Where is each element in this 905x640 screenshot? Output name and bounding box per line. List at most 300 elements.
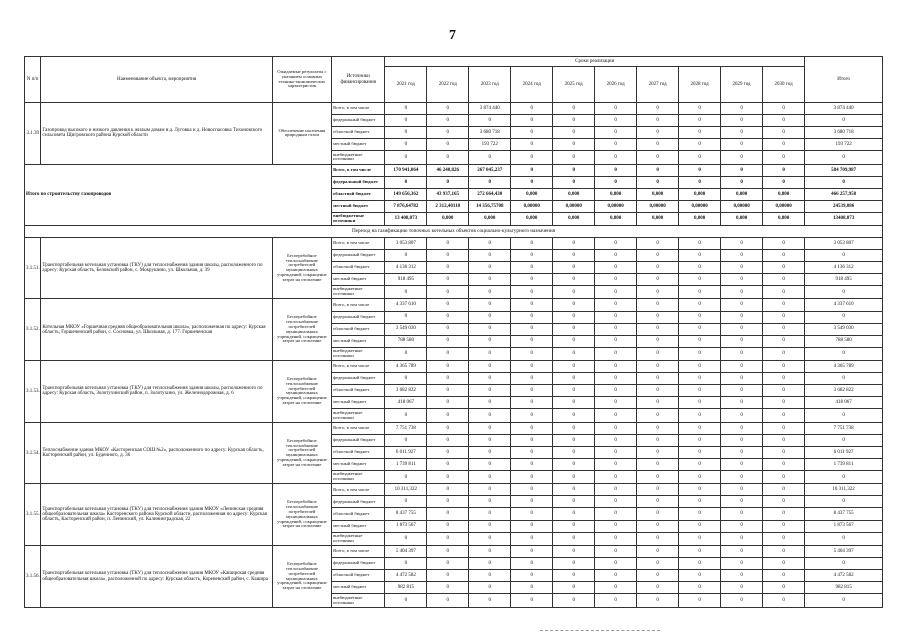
year-value: 0 (469, 347, 511, 361)
year-value: 0 (721, 176, 763, 188)
year-value: 0 (637, 285, 679, 299)
year-value: 0 (763, 273, 805, 285)
year-value: 0 (637, 409, 679, 423)
year-value: 0 (553, 299, 595, 311)
source-label: Всего, в том числе (332, 103, 385, 115)
year-value: 0 (595, 434, 637, 446)
year-value: 0 (553, 323, 595, 335)
year-value: 0 (721, 164, 763, 176)
year-value: 0 (679, 237, 721, 249)
year-value: 0 (469, 385, 511, 397)
year-value: 0 (637, 103, 679, 115)
year-value: 0 (679, 115, 721, 127)
year-value: 0 (385, 558, 427, 570)
year-value: 0 (427, 446, 469, 458)
year-value: 0 (469, 273, 511, 285)
year-value: 0 (427, 299, 469, 311)
year-value: 0 (385, 470, 427, 484)
year-value: 0 (763, 546, 805, 558)
year-value: 0 (511, 520, 553, 532)
year-value: 0 (427, 582, 469, 594)
year-value: 0 (511, 434, 553, 446)
year-value: 0 (721, 103, 763, 115)
project-number: 3.1.51. (25, 237, 41, 299)
year-value: 0,00000 (595, 200, 637, 212)
year-value: 0 (385, 285, 427, 299)
year-value: 0 (427, 176, 469, 188)
row-total-value: 13408,073 (805, 212, 883, 226)
source-label: федеральный бюджет (332, 373, 385, 385)
row-total-value: 418 067 (805, 397, 883, 409)
year-value: 0 (763, 237, 805, 249)
year-value: 0 (553, 582, 595, 594)
year-value: 4 337 610 (385, 299, 427, 311)
year-value: 0 (469, 570, 511, 582)
year-value: 0,000 (721, 212, 763, 226)
year-value: 0 (553, 470, 595, 484)
source-label: Всего, в том числе (332, 299, 385, 311)
year-value: 0 (427, 520, 469, 532)
year-value: 0 (763, 422, 805, 434)
year-value: 0 (595, 273, 637, 285)
row-total-value: 0 (805, 151, 883, 165)
year-value: 0 (427, 496, 469, 508)
year-value: 0 (679, 409, 721, 423)
year-value: 0,000 (679, 212, 721, 226)
year-value: 0 (763, 520, 805, 532)
source-label: федеральный бюджет (332, 434, 385, 446)
year-value: 0 (763, 434, 805, 446)
year-value: 5 404 397 (385, 546, 427, 558)
year-value: 0 (511, 139, 553, 151)
year-value: 0 (679, 508, 721, 520)
year-value: 0 (763, 299, 805, 311)
row-total-value: 0 (805, 176, 883, 188)
year-value: 0,00000 (511, 200, 553, 212)
source-label: внебюджетные источники (332, 347, 385, 361)
year-value: 0 (637, 347, 679, 361)
header-year: 2023 год (469, 67, 511, 103)
row-total-value: 0 (805, 496, 883, 508)
year-value: 0 (679, 261, 721, 273)
year-value: 0 (595, 409, 637, 423)
source-label: внебюджетные источники (332, 532, 385, 546)
year-value: 2 312,40110 (427, 200, 469, 212)
year-value: 0 (721, 285, 763, 299)
year-value: 0 (511, 103, 553, 115)
year-value: 0 (679, 570, 721, 582)
year-value: 0 (637, 558, 679, 570)
year-value: 14 356,75708 (469, 200, 511, 212)
header-object-name: Наименование объекта, мероприятия (41, 57, 272, 103)
year-value: 0 (679, 127, 721, 139)
year-value: 4 472 582 (385, 570, 427, 582)
year-value: 0 (763, 347, 805, 361)
source-label: Всего, в том числе (332, 484, 385, 496)
year-value: 0 (427, 422, 469, 434)
year-value: 0 (553, 397, 595, 409)
year-value: 0 (469, 484, 511, 496)
source-label: Всего, в том числе (332, 237, 385, 249)
source-label: внебюджетные источники (332, 470, 385, 484)
year-value: 0 (553, 385, 595, 397)
year-value: 0 (763, 261, 805, 273)
year-value: 0 (427, 249, 469, 261)
row-total-value: 788 580 (805, 335, 883, 347)
year-value: 0 (763, 446, 805, 458)
year-value: 0,000 (637, 212, 679, 226)
year-value: 0 (763, 151, 805, 165)
year-value: 7 876,64782 (385, 200, 427, 212)
year-value: 0 (679, 558, 721, 570)
row-total-value: 0 (805, 249, 883, 261)
project-name: Транспортабельная котельная установка (ТКУ) для теплоснабжения здания МКОУ «Ленинская средняя общеобразовательная школа» Касторенского района Курской области, расположенная по адресу: Курская область, Касторенский район, п. Ленинский, ул. Калининградская, 22 (41, 484, 272, 546)
year-value: 0 (427, 335, 469, 347)
section-title: Переход на газификацию топочных котельных объектов социально-культурного назначения (25, 226, 883, 238)
year-value: 0 (637, 458, 679, 470)
year-value: 0 (721, 299, 763, 311)
year-value: 0 (511, 335, 553, 347)
year-value: 0,000 (511, 212, 553, 226)
year-value: 0 (679, 273, 721, 285)
year-value: 0 (637, 434, 679, 446)
header-year: 2021 год (385, 67, 427, 103)
row-total-value: 0 (805, 594, 883, 608)
row-total-value: 10 311,322 (805, 484, 883, 496)
source-label: внебюджетные источники (332, 285, 385, 299)
year-value: 0 (553, 508, 595, 520)
year-value: 0 (679, 311, 721, 323)
year-value: 0,00000 (763, 200, 805, 212)
year-value: 0 (595, 323, 637, 335)
project-number: 3.1.53. (25, 361, 41, 423)
year-value: 0 (763, 373, 805, 385)
header-year: 2025 год (553, 67, 595, 103)
year-value: 0 (679, 385, 721, 397)
year-value: 0 (595, 496, 637, 508)
year-value: 0 (637, 311, 679, 323)
year-value: 0 (721, 115, 763, 127)
year-value: 0 (721, 323, 763, 335)
year-value: 0 (595, 347, 637, 361)
row-total-value: 918 495 (805, 273, 883, 285)
project-number: 3.1.52. (25, 299, 41, 361)
year-value: 0 (595, 373, 637, 385)
year-value: 0 (637, 273, 679, 285)
year-value: 0 (385, 115, 427, 127)
row-total-value: 24539,086 (805, 200, 883, 212)
year-value: 0 (511, 127, 553, 139)
source-label: местный бюджет (332, 139, 385, 151)
year-value: 0 (427, 470, 469, 484)
year-value: 0 (679, 299, 721, 311)
year-value: 0 (385, 249, 427, 261)
year-value: 0 (595, 103, 637, 115)
year-value: 0 (763, 558, 805, 570)
year-value: 0 (679, 470, 721, 484)
project-number: 3.1.54. (25, 422, 41, 484)
year-value: 0 (511, 299, 553, 311)
year-value: 0 (511, 496, 553, 508)
year-value: 0 (595, 532, 637, 546)
year-value: 0 (595, 164, 637, 176)
year-value: 0 (511, 151, 553, 165)
source-label: внебюджетные источники (332, 594, 385, 608)
year-value: 0 (721, 582, 763, 594)
year-value: 0 (553, 261, 595, 273)
year-value: 272 664,430 (469, 188, 511, 200)
year-value: 0 (763, 127, 805, 139)
year-value: 0 (721, 496, 763, 508)
year-value: 6 011 927 (385, 446, 427, 458)
year-value: 0 (595, 311, 637, 323)
year-value: 0 (595, 570, 637, 582)
year-value: 0 (553, 520, 595, 532)
year-value: 0 (385, 151, 427, 165)
year-value: 0 (721, 397, 763, 409)
year-value: 0 (637, 422, 679, 434)
year-value: 0 (595, 484, 637, 496)
year-value: 0 (763, 285, 805, 299)
year-value: 0 (511, 361, 553, 373)
year-value: 0 (679, 151, 721, 165)
year-value: 0 (595, 151, 637, 165)
year-value: 0 (427, 458, 469, 470)
year-value: 0 (721, 347, 763, 361)
year-value: 0 (511, 409, 553, 423)
year-value: 0 (427, 409, 469, 423)
year-value: 0 (511, 347, 553, 361)
year-value: 0 (511, 176, 553, 188)
header-years-group: Сроки реализации (385, 57, 805, 67)
year-value: 0 (721, 508, 763, 520)
year-value: 0 (427, 311, 469, 323)
project-result: Бесперебойное теплоснабжение потребителей муниципальных учреждений, сокращение затрат на отопление (272, 422, 331, 484)
year-value: 0 (553, 570, 595, 582)
year-value: 0 (511, 397, 553, 409)
source-label: федеральный бюджет (332, 249, 385, 261)
year-value: 0 (553, 335, 595, 347)
year-value: 0 (721, 532, 763, 546)
year-value: 0 (637, 546, 679, 558)
year-value: 0 (679, 361, 721, 373)
year-value: 0 (553, 311, 595, 323)
year-value: 0 (595, 115, 637, 127)
year-value: 0 (595, 470, 637, 484)
source-label: областной бюджет (332, 508, 385, 520)
year-value: 0 (595, 261, 637, 273)
source-label: федеральный бюджет (332, 558, 385, 570)
year-value: 0 (679, 397, 721, 409)
year-value: 0 (763, 409, 805, 423)
year-value: 0 (637, 237, 679, 249)
source-label: местный бюджет (332, 200, 385, 212)
row-total-value: 3 053 807 (805, 237, 883, 249)
year-value: 0 (553, 558, 595, 570)
year-value: 0 (763, 532, 805, 546)
year-value: 0 (595, 520, 637, 532)
year-value: 0 (721, 373, 763, 385)
year-value: 0 (385, 434, 427, 446)
year-value: 0 (637, 385, 679, 397)
year-value: 0 (721, 273, 763, 285)
year-value: 0 (637, 484, 679, 496)
year-value: 0 (469, 409, 511, 423)
year-value: 0 (763, 385, 805, 397)
year-value: 3 680 718 (469, 127, 511, 139)
year-value: 0 (427, 434, 469, 446)
project-name: Теплоснабжение здания МКОУ «Касторенская СОШ №2», расположенного по адресу: Курская область, Касторенский район, ул. Буденного, д. 36 (41, 422, 272, 484)
year-value: 1 739 811 (385, 458, 427, 470)
row-total-value: 466 257,958 (805, 188, 883, 200)
year-value: 0 (469, 446, 511, 458)
source-label: федеральный бюджет (332, 176, 385, 188)
year-value: 0 (679, 446, 721, 458)
year-value: 0 (385, 347, 427, 361)
year-value: 0 (763, 103, 805, 115)
year-value: 0 (595, 176, 637, 188)
year-value: 0 (553, 237, 595, 249)
year-value: 0 (679, 323, 721, 335)
year-value: 0 (511, 594, 553, 608)
source-label: внебюджетные источники (332, 409, 385, 423)
year-value: 0 (511, 532, 553, 546)
year-value: 0 (553, 532, 595, 546)
year-value: 0 (511, 285, 553, 299)
year-value: 0 (637, 532, 679, 546)
year-value: 0 (385, 532, 427, 546)
year-value: 0 (553, 347, 595, 361)
year-value: 0,000 (763, 188, 805, 200)
year-value: 0 (721, 151, 763, 165)
year-value: 0 (427, 570, 469, 582)
row-total-value: 1 873 567 (805, 520, 883, 532)
year-value: 0 (763, 139, 805, 151)
year-value: 8 437 755 (385, 508, 427, 520)
year-value: 4 365 789 (385, 361, 427, 373)
year-value: 0 (427, 558, 469, 570)
source-label: Всего, в том числе (332, 546, 385, 558)
year-value: 0,000 (469, 212, 511, 226)
year-value: 0,000 (511, 188, 553, 200)
year-value: 0 (679, 164, 721, 176)
year-value: 0 (469, 249, 511, 261)
year-value: 149 656,362 (385, 188, 427, 200)
row-total-value: 4 472 582 (805, 570, 883, 582)
year-value: 193 722 (469, 139, 511, 151)
year-value: 0 (637, 335, 679, 347)
year-value: 0 (427, 151, 469, 165)
year-value: 0 (469, 582, 511, 594)
header-expected-results: Ожидаемые результаты с указанием основных технико-экономических характеристик (272, 57, 331, 103)
row-total-value: 0 (805, 311, 883, 323)
year-value: 0 (595, 237, 637, 249)
year-value: 3 874 440 (469, 103, 511, 115)
year-value: 0 (637, 520, 679, 532)
year-value: 0 (511, 508, 553, 520)
year-value: 0 (721, 594, 763, 608)
year-value: 0 (469, 470, 511, 484)
year-value: 0 (469, 285, 511, 299)
year-value: 0 (595, 335, 637, 347)
year-value: 0,000 (553, 212, 595, 226)
page-edge-mark (540, 630, 660, 632)
year-value: 0 (427, 347, 469, 361)
year-value: 0,000 (637, 188, 679, 200)
row-total-value: 7 751 738 (805, 422, 883, 434)
year-value: 46 240,826 (427, 164, 469, 176)
year-value: 0 (511, 570, 553, 582)
year-value: 0 (637, 397, 679, 409)
year-value: 0 (553, 373, 595, 385)
year-value: 0 (553, 594, 595, 608)
year-value: 0 (679, 496, 721, 508)
year-value: 0 (427, 594, 469, 608)
year-value: 0 (553, 249, 595, 261)
year-value: 0 (763, 458, 805, 470)
year-value: 0 (427, 273, 469, 285)
year-value: 0 (469, 323, 511, 335)
year-value: 0,000 (721, 188, 763, 200)
year-value: 0 (679, 139, 721, 151)
year-value: 0 (763, 311, 805, 323)
year-value: 0 (595, 508, 637, 520)
year-value: 0 (469, 458, 511, 470)
year-value: 0 (469, 115, 511, 127)
source-label: федеральный бюджет (332, 311, 385, 323)
year-value: 0 (679, 458, 721, 470)
year-value: 170 941,064 (385, 164, 427, 176)
year-value: 7 751 738 (385, 422, 427, 434)
year-value: 0 (427, 546, 469, 558)
year-value: 0 (595, 127, 637, 139)
year-value: 0 (637, 164, 679, 176)
row-total-value: 0 (805, 409, 883, 423)
row-total-value: 0 (805, 347, 883, 361)
year-value: 0 (763, 164, 805, 176)
year-value: 0 (511, 164, 553, 176)
project-name: Транспортабельная котельная установка (ТКУ) для теплоснабжения здания МКОУ «Каширская средняя общеобразовательная школа», расположенной по адресу: Курская область, Кореневский район, с. Кашира (41, 546, 272, 608)
year-value: 0 (637, 496, 679, 508)
year-value: 0 (595, 361, 637, 373)
year-value: 0 (721, 434, 763, 446)
year-value: 788 580 (385, 335, 427, 347)
year-value: 0 (763, 470, 805, 484)
year-value: 0 (427, 237, 469, 249)
header-total: Итого (805, 57, 883, 103)
year-value: 0 (721, 546, 763, 558)
year-value: 0 (595, 582, 637, 594)
year-value: 4 136 312 (385, 261, 427, 273)
row-total-value: 3 680 718 (805, 127, 883, 139)
year-value: 0 (553, 546, 595, 558)
year-value: 3 053 807 (385, 237, 427, 249)
year-value: 0 (637, 323, 679, 335)
year-value: 0 (721, 237, 763, 249)
year-value: 0 (637, 446, 679, 458)
table-body (25, 103, 883, 608)
year-value: 0,00000 (637, 200, 679, 212)
year-value: 0 (469, 261, 511, 273)
project-name: Транспортабельная котельная установка (ТКУ) для теплоснабжения здания школы, расположенного по адресу: Курская область, Беловский район, с. Мокрушино, ул. Школьная, д. 39 (41, 237, 272, 299)
year-value: 0 (763, 582, 805, 594)
source-label: местный бюджет (332, 520, 385, 532)
year-value: 418 067 (385, 397, 427, 409)
year-value: 0 (763, 594, 805, 608)
year-value: 0 (553, 422, 595, 434)
source-label: областной бюджет (332, 127, 385, 139)
year-value: 0 (721, 520, 763, 532)
